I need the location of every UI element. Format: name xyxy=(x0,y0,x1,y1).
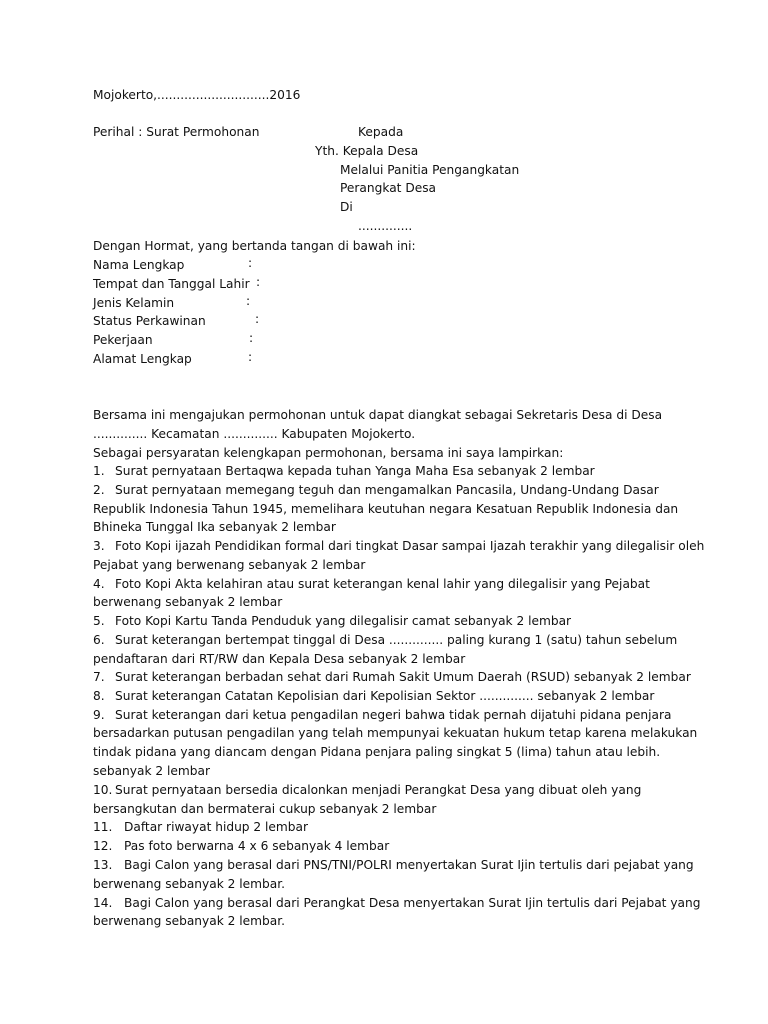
recipient-line-5: .............. xyxy=(358,219,413,233)
list-number: 14. xyxy=(93,896,113,910)
list-number: 8. xyxy=(93,689,105,703)
list-item xyxy=(93,856,694,874)
field-label: Tempat dan Tanggal Lahir xyxy=(93,277,250,291)
list-item xyxy=(93,631,677,649)
field-row xyxy=(93,350,192,368)
field-row xyxy=(93,256,184,274)
field-colon: : xyxy=(249,331,254,345)
list-item xyxy=(93,706,671,724)
list-text: Surat pernyataan bersedia dicalonkan menjadi Perangkat Desa yang dibuat oleh yang xyxy=(115,783,642,797)
list-text: Pas foto berwarna 4 x 6 sebanyak 4 lembar xyxy=(124,839,390,853)
list-text: Surat keterangan bertempat tinggal di Desa .............. paling kurang 1 (satu) tahun sebelum xyxy=(115,633,678,647)
list-item xyxy=(93,537,704,555)
list-text: Daftar riwayat hidup 2 lembar xyxy=(124,820,309,834)
list-number: 1. xyxy=(93,464,105,478)
list-text: Foto Kopi Kartu Tanda Penduduk yang dilegalisir camat sebanyak 2 lembar xyxy=(115,614,572,628)
to-label: Kepada xyxy=(358,125,404,139)
list-item xyxy=(93,894,700,912)
list-item xyxy=(93,575,650,593)
list-number: 12. xyxy=(93,839,113,853)
list-item-continuation: berwenang sebanyak 2 lembar xyxy=(93,595,283,609)
field-row xyxy=(93,275,250,293)
list-text: Surat keterangan Catatan Kepolisian dari Kepolisian Sektor .............. sebanyak 2 lembar xyxy=(115,689,655,703)
list-number: 11. xyxy=(93,820,113,834)
list-item-continuation: tindak pidana yang diancam dengan Pidana penjara paling singkat 5 (lima) tahun atau lebih. xyxy=(93,745,661,759)
field-colon: : xyxy=(256,275,261,289)
list-number: 9. xyxy=(93,708,105,722)
list-number: 4. xyxy=(93,577,105,591)
field-colon: : xyxy=(248,350,253,364)
list-text: Bagi Calon yang berasal dari Perangkat Desa menyertakan Surat Ijin tertulis dari Pejabat yang xyxy=(124,896,701,910)
list-item xyxy=(93,837,389,855)
field-colon: : xyxy=(246,294,251,308)
field-label: Alamat Lengkap xyxy=(93,352,192,366)
recipient-line-4: Di xyxy=(340,200,353,214)
field-row xyxy=(93,294,174,312)
list-number: 3. xyxy=(93,539,105,553)
list-item xyxy=(93,612,571,630)
list-number: 13. xyxy=(93,858,113,872)
list-item-continuation: Pejabat yang berwenang sebanyak 2 lembar xyxy=(93,558,366,572)
list-number: 6. xyxy=(93,633,105,647)
list-item-continuation: sebanyak 2 lembar xyxy=(93,764,210,778)
field-row xyxy=(93,331,153,349)
field-label: Jenis Kelamin xyxy=(93,296,175,310)
field-label: Status Perkawinan xyxy=(93,314,206,328)
list-item-continuation: bersadarkan putusan pengadilan yang telah mempunyai kekuatan hukum tetap karena melakukan xyxy=(93,726,698,740)
list-number: 5. xyxy=(93,614,105,628)
list-text: Foto Kopi Akta kelahiran atau surat keterangan kenal lahir yang dilegalisir yang Pejabat xyxy=(115,577,650,591)
list-item-continuation: Republik Indonesia Tahun 1945, memelihara keutuhan negara Kesatuan Republik Indonesia dan xyxy=(93,502,679,516)
subject-line: Perihal : Surat Permohonan xyxy=(93,125,260,139)
list-item xyxy=(93,668,691,686)
paragraph-2: Sebagai persyaratan kelengkapan permohonan, bersama ini saya lampirkan: xyxy=(93,446,564,460)
list-item-continuation: bersangkutan dan bermaterai cukup sebanyak 2 lembar xyxy=(93,802,437,816)
field-label: Nama Lengkap xyxy=(93,258,185,272)
recipient-line-1: Yth. Kepala Desa xyxy=(315,144,419,158)
list-item-continuation: Bhineka Tunggal Ika sebanyak 2 lembar xyxy=(93,520,336,534)
list-item xyxy=(93,781,641,799)
list-text: Bagi Calon yang berasal dari PNS/TNI/POLRI menyertakan Surat Ijin tertulis dari pejabat yang xyxy=(124,858,694,872)
list-text: Surat pernyataan Bertaqwa kepada tuhan Yanga Maha Esa sebanyak 2 lembar xyxy=(115,464,595,478)
field-label: Pekerjaan xyxy=(93,333,153,347)
list-item-continuation: berwenang sebanyak 2 lembar. xyxy=(93,914,285,928)
list-item-continuation: berwenang sebanyak 2 lembar. xyxy=(93,877,285,891)
greeting: Dengan Hormat, yang bertanda tangan di bawah ini: xyxy=(93,239,416,253)
place-date: Mojokerto,.............................2016 xyxy=(93,88,301,102)
list-text: Foto Kopi ijazah Pendidikan formal dari tingkat Dasar sampai Ijazah terakhir yang dilegalisir oleh xyxy=(115,539,705,553)
paragraph-1-line-2: .............. Kecamatan .............. Kabupaten Mojokerto. xyxy=(93,427,416,441)
field-row xyxy=(93,312,206,330)
recipient-line-3: Perangkat Desa xyxy=(340,181,437,195)
list-number: 10. xyxy=(93,783,113,797)
list-item xyxy=(93,818,308,836)
list-item xyxy=(93,687,654,705)
list-number: 7. xyxy=(93,670,105,684)
list-text: Surat keterangan berbadan sehat dari Rumah Sakit Umum Daerah (RSUD) sebanyak 2 lembar xyxy=(115,670,691,684)
list-item xyxy=(93,462,595,480)
list-number: 2. xyxy=(93,483,105,497)
recipient-line-2: Melalui Panitia Pengangkatan xyxy=(340,163,520,177)
list-text: Surat pernyataan memegang teguh dan mengamalkan Pancasila, Undang-Undang Dasar xyxy=(115,483,659,497)
field-colon: : xyxy=(248,256,253,270)
list-item-continuation: pendaftaran dari RT/RW dan Kepala Desa sebanyak 2 lembar xyxy=(93,652,466,666)
list-text: Surat keterangan dari ketua pengadilan negeri bahwa tidak pernah dijatuhi pidana penjara xyxy=(115,708,672,722)
paragraph-1-line-1: Bersama ini mengajukan permohonan untuk dapat diangkat sebagai Sekretaris Desa di Desa xyxy=(93,408,663,422)
field-colon: : xyxy=(255,312,260,326)
list-item xyxy=(93,481,659,499)
